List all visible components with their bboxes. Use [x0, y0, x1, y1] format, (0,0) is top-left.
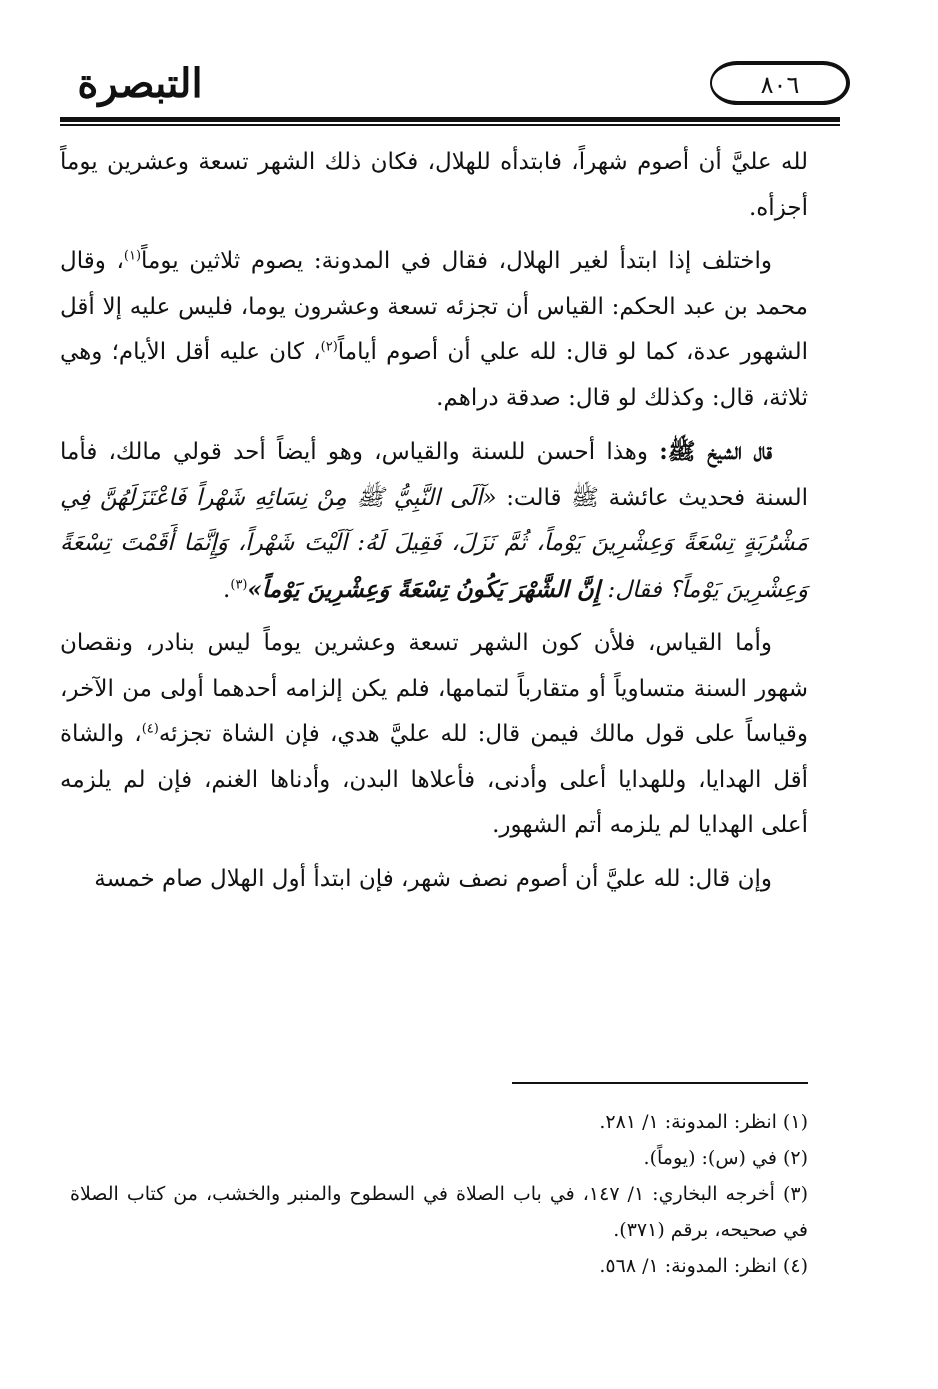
paragraph-3-text-a: وهذا أحسن للسنة والقياس، وهو أيضاً أحد قولي مالك، فأما السنة فحديث عائشة ﷺ قالت: — [60, 439, 808, 511]
footnote-1: (١) انظر: المدونة: ١/ ٢٨١. — [599, 1111, 808, 1133]
footnote-3: (٣) أخرجه البخاري: ١/ ١٤٧، في باب الصلاة في السطوح والمنبر والخشب، من كتاب الصلاة في صحيحه، برقم (٣٧١). — [70, 1183, 808, 1241]
sheikh-label: قال الشيخ ﷺ: — [659, 438, 772, 465]
footnote-ref-2: (٢) — [320, 339, 338, 355]
footnote-4: (٤) انظر: المدونة: ١/ ٥٦٨. — [599, 1255, 808, 1277]
page-number: ٨٠٦ — [760, 71, 800, 99]
paragraph-2-text-b: ، وقال محمد بن عبد الحكم: القياس أن تجزئه تسعة وعشرون يوما، فليس عليه إلا أقل الشهور عدة، كما لو قال: لله علي أن أصوم أياماً — [60, 248, 809, 365]
footnote-separator — [512, 1082, 808, 1084]
paragraph-1-text: لله عليَّ أن أصوم شهراً، فابتدأه للهلال، فكان ذلك الشهر تسعة وعشرين يوماً أجزأه. — [60, 149, 808, 221]
footnote-ref-3: (٣) — [230, 576, 248, 592]
footnote-ref-1: (١) — [123, 248, 142, 264]
paragraph-4 — [60, 621, 808, 849]
hadith-bold-text: إِنَّ الشَّهْرَ يَكُونُ تِسْعَةً وَعِشْرِينَ يَوْماً» — [247, 575, 601, 603]
header-rule — [60, 117, 840, 122]
hadith-text: «آلَى النَّبِيُّ ﷺ مِنْ نِسَائِهِ شَهْراً فَاعْتَزَلَهُنَّ فِي مَشْرُبَةٍ تِسْعَةً وَعِشْرِينَ يَوْماً، ثُمَّ نَزَلَ، فَقِيلَ لَهُ: آلَيْتَ شَهْراً، وَإِنَّمَا أَقَمْتَ تِسْعَةً وَعِشْرِينَ يَوْماً؟ فقال: — [60, 484, 808, 603]
footnote-2: (٢) في (س): (يوماً). — [643, 1147, 808, 1169]
paragraph-5 — [60, 857, 808, 903]
paragraph-2-text-a: واختلف إذا ابتدأ لغير الهلال، فقال في المدونة: يصوم ثلاثين يوماً — [141, 248, 773, 274]
paragraph-3 — [60, 429, 808, 613]
page-header — [40, 55, 902, 125]
header-rule-thin — [60, 124, 840, 126]
footnote-ref-4: (٤) — [141, 721, 159, 737]
paragraph-2 — [60, 239, 808, 421]
paragraph-3-end: . — [223, 576, 231, 603]
paragraph-5-text: وإن قال: لله عليَّ أن أصوم نصف شهر، فإن ابتدأ أول الهلال صام خمسة — [94, 865, 772, 892]
paragraph-4-text-a: وأما القياس، فلأن كون الشهر تسعة وعشرين يوماً ليس بنادر، ونقصان شهور السنة متساوياً أو متقارباً لتمامها، فلم يكن إلزامه أحدهما أولى من الآخر، وقياساً على قول مالك فيمن قال: لله عليَّ هدي، فإن الشاة تجزئه — [60, 630, 808, 747]
paragraph-4-text-b: ، والشاة أقل الهدايا، وللهدايا أعلى وأدنى، فأعلاها البدن، وأدناها الغنم، فإن لم يلزمه أعلى الهدايا لم يلزمه أتم الشهور. — [60, 721, 808, 838]
paragraph-2-text-c: ، كان عليه أقل الأيام؛ وهي ثلاثة، قال: وكذلك لو قال: صدقة دراهم. — [60, 339, 808, 411]
paragraph-1 — [60, 140, 808, 231]
book-title: التبصرة — [77, 60, 203, 107]
main-text — [60, 140, 808, 910]
footnotes — [70, 1104, 808, 1284]
